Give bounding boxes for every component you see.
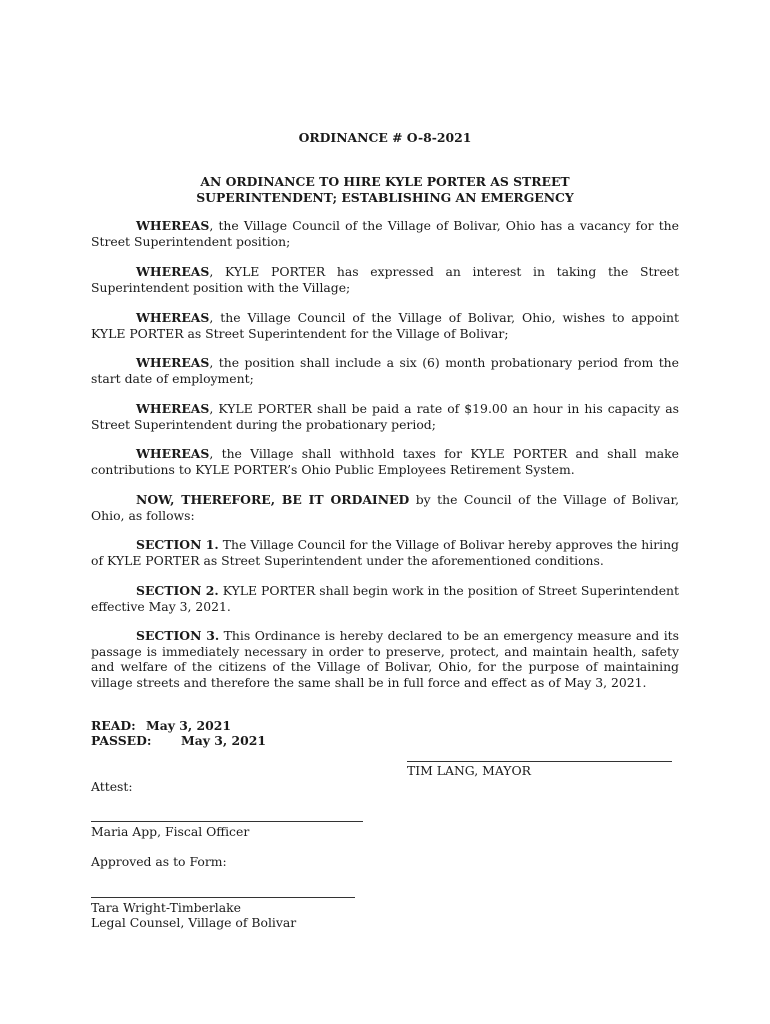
legal-counsel-signature-line xyxy=(91,897,355,898)
para-text: This Ordinance is hereby declared to be an emergency measure and its passage is immediately necessary in order to preserve, protect, and maintain health, safety and welfare of the citizens of the Village of Bolivar, Ohio, for the purpose of maintaining village streets and therefore the same shall be in full force and effect as of May 3, 2021. xyxy=(91,628,679,690)
approved-as-to-form-label: Approved as to Form: xyxy=(91,854,227,869)
para-lead: SECTION 1. xyxy=(136,537,219,552)
para-text: The Village Council for the Village of Bolivar hereby approves the hiring of KYLE PORTER as Street Superintendent under the aforementioned conditions. xyxy=(91,537,679,568)
legal-counsel-name: Tara Wright-Timberlake xyxy=(91,900,241,915)
para-text: , KYLE PORTER has expressed an interest in taking the Street Superintendent position with the Village; xyxy=(91,264,679,295)
read-label: READ: xyxy=(91,718,136,733)
section-3 xyxy=(91,628,679,690)
mayor-name: TIM LANG, MAYOR xyxy=(407,763,531,778)
para-text: , the Village Council of the Village of Bolivar, Ohio has a vacancy for the Street Superintendent position; xyxy=(91,218,679,249)
whereas-taxes xyxy=(91,446,679,477)
para-text: KYLE PORTER shall begin work in the position of Street Superintendent effective May 3, 2021. xyxy=(91,583,680,614)
document-subtitle: AN ORDINANCE TO HIRE KYLE PORTER AS STREET SUPERINTENDENT; ESTABLISHING AN EMERGENCY xyxy=(196,174,574,205)
para-text: by the Council of the Village of Bolivar, Ohio, as follows: xyxy=(91,492,680,523)
ordained-clause xyxy=(91,492,679,523)
whereas-pay-rate xyxy=(91,401,679,432)
para-lead: SECTION 3. xyxy=(136,628,220,643)
para-text: , the position shall include a six (6) month probationary period from the start date of employment; xyxy=(91,355,679,386)
para-text: , KYLE PORTER shall be paid a rate of $19.00 an hour in his capacity as Street Superintendent during the probationary period; xyxy=(91,401,679,432)
para-lead: WHEREAS xyxy=(136,446,210,461)
para-text: , the Village shall withhold taxes for KYLE PORTER and shall make contributions to KYLE PORTER’s Ohio Public Employees Retirement System. xyxy=(91,446,679,477)
whereas-vacancy xyxy=(91,218,679,249)
para-lead: WHEREAS xyxy=(136,355,210,370)
legal-counsel-title: Legal Counsel, Village of Bolivar xyxy=(91,915,297,930)
whereas-appoint xyxy=(91,310,679,341)
mayor-signature-line xyxy=(407,761,672,762)
read-date: May 3, 2021 xyxy=(146,718,231,733)
whereas-interest xyxy=(91,264,679,295)
section-2 xyxy=(91,583,679,614)
passed-date: May 3, 2021 xyxy=(181,733,266,748)
passed-label: PASSED: xyxy=(91,733,152,748)
document-title: ORDINANCE # O-8-2021 xyxy=(298,130,472,145)
para-lead: NOW, THEREFORE, BE IT ORDAINED xyxy=(136,492,410,507)
fiscal-officer-name: Maria App, Fiscal Officer xyxy=(91,824,250,839)
para-lead: SECTION 2. xyxy=(136,583,219,598)
para-lead: WHEREAS xyxy=(136,264,210,279)
para-lead: WHEREAS xyxy=(136,310,210,325)
attest-label: Attest: xyxy=(91,779,133,794)
fiscal-officer-signature-line xyxy=(91,821,363,822)
section-1 xyxy=(91,537,679,568)
para-lead: WHEREAS xyxy=(136,218,210,233)
whereas-probation xyxy=(91,355,679,386)
para-lead: WHEREAS xyxy=(136,401,210,416)
para-text: , the Village Council of the Village of Bolivar, Ohio, wishes to appoint KYLE PORTER as Street Superintendent for the Village of Bolivar; xyxy=(91,310,679,341)
